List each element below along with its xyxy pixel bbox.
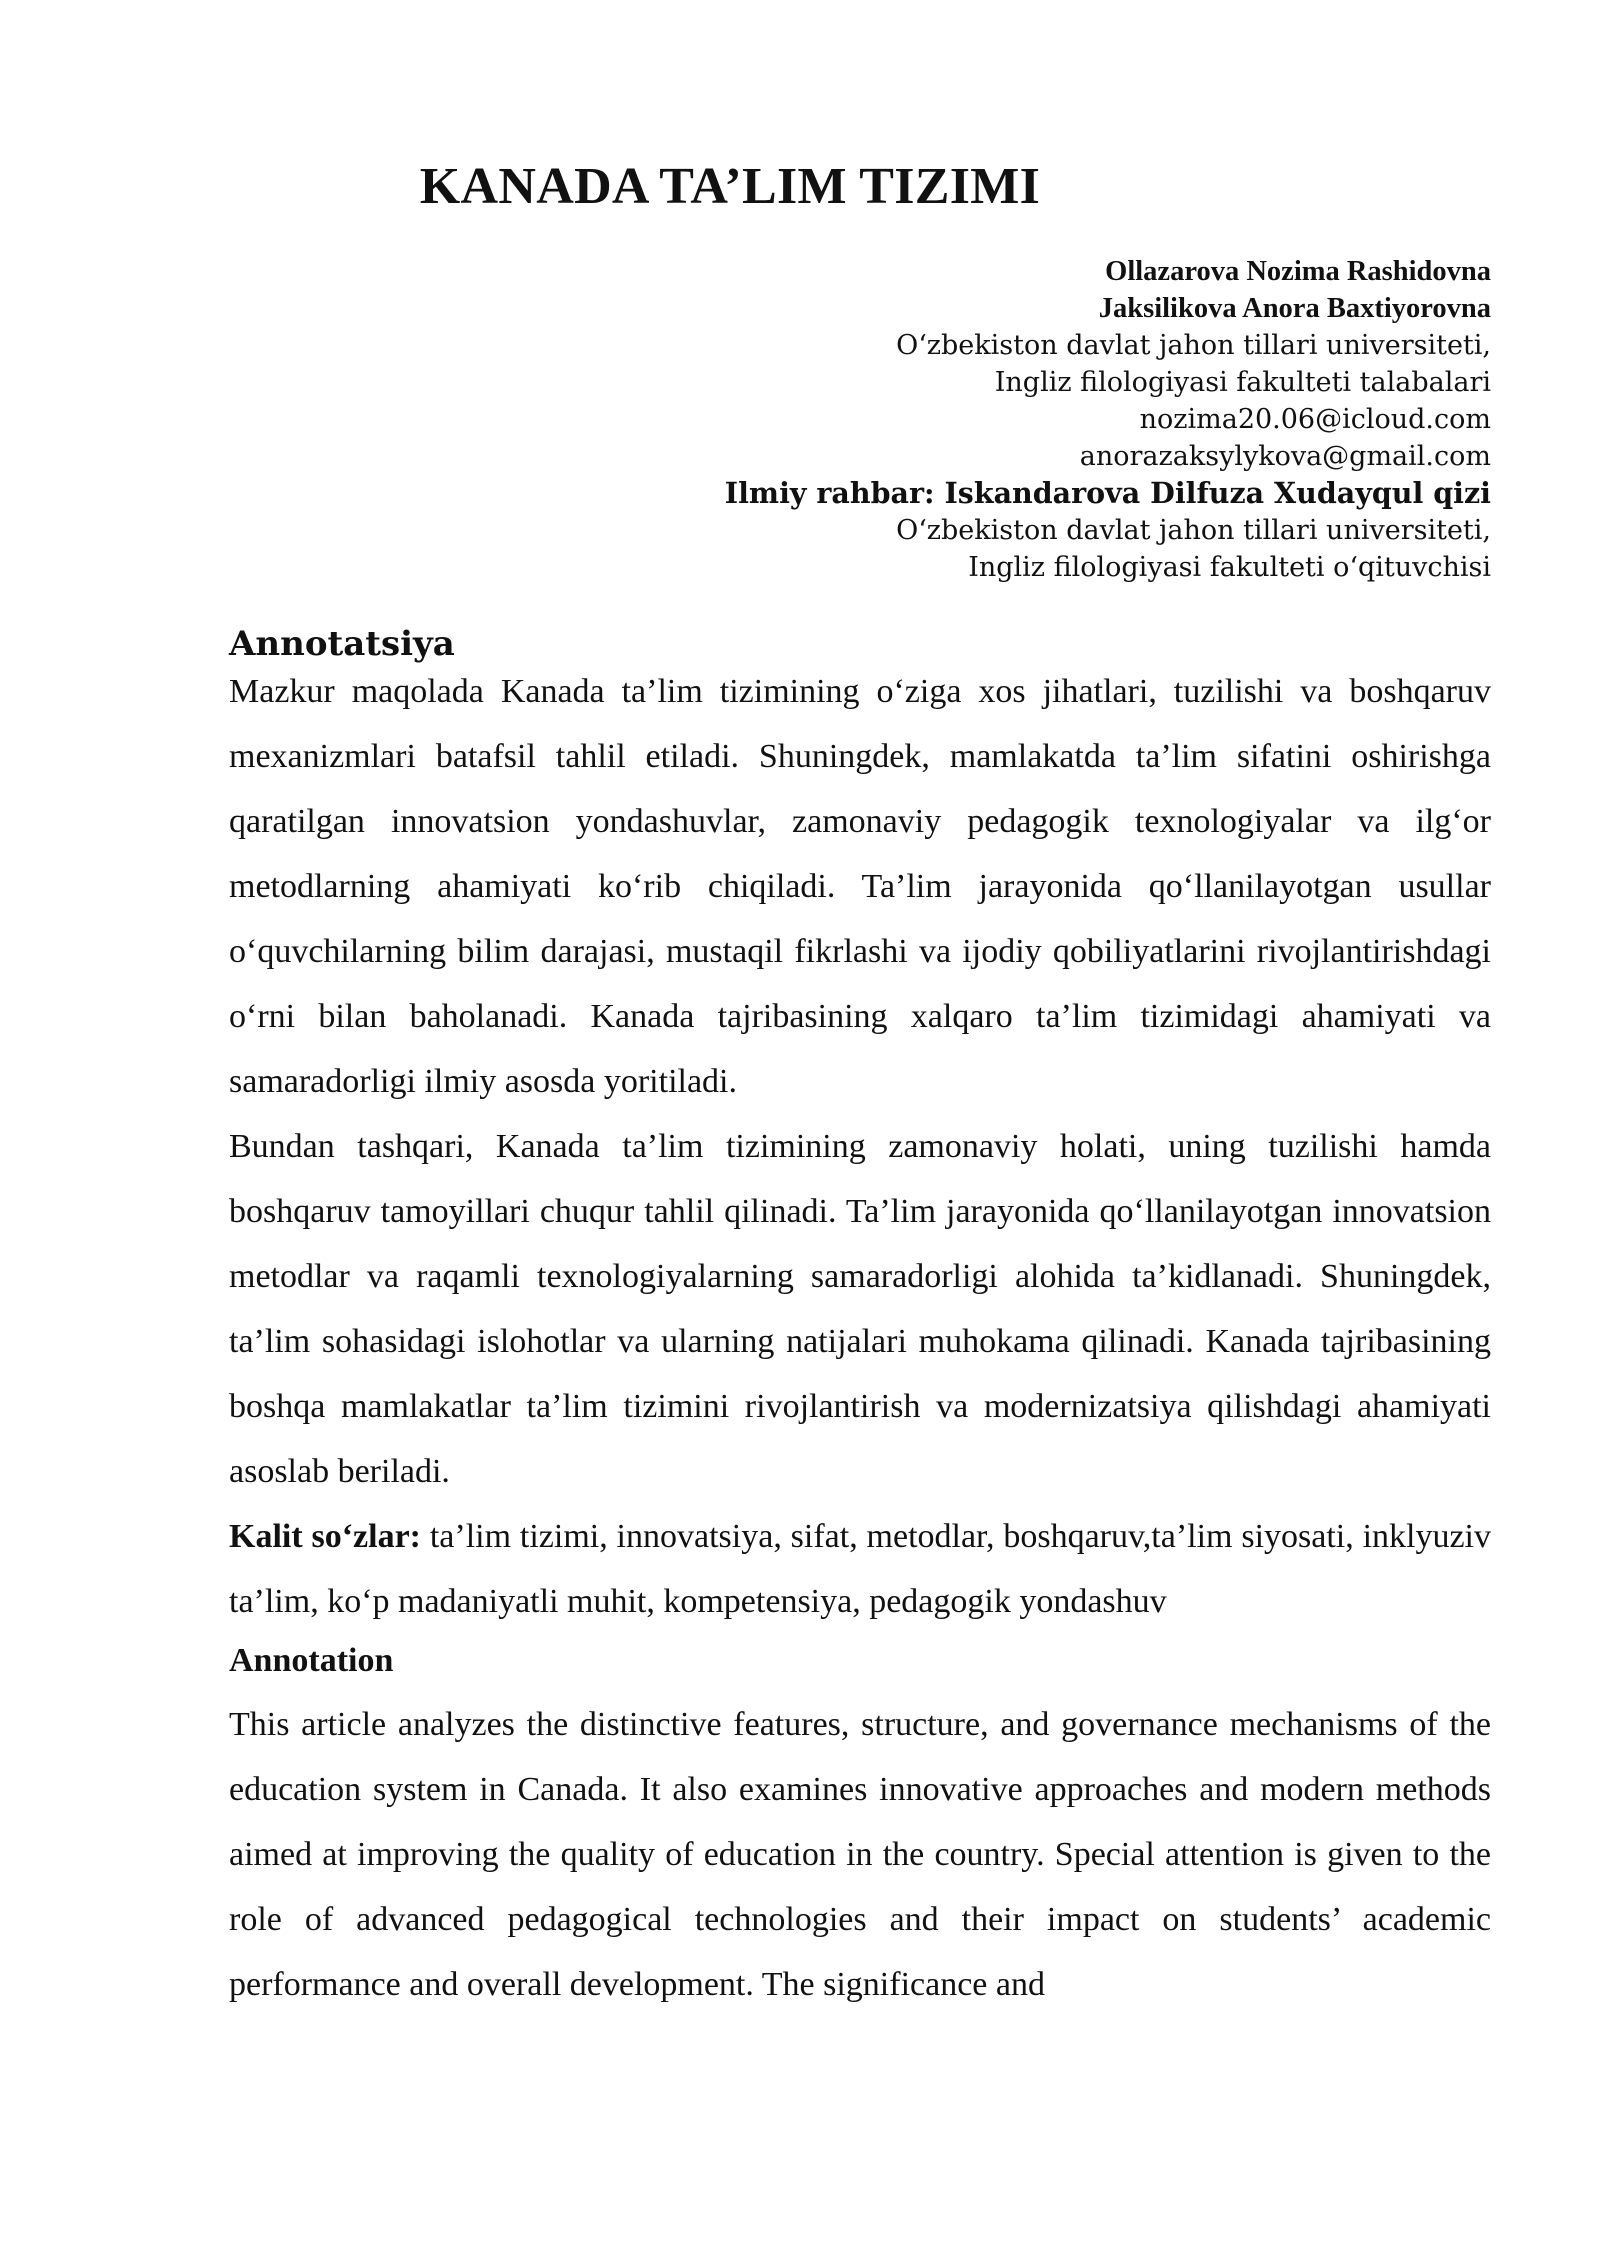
author-block <box>591 253 1491 586</box>
annotatsiya-paragraph-1: Mazkur maqolada Kanada ta’lim tizimining o‘ziga xos jihatlari, tuzilishi va boshqaruv mexanizmlari batafsil tahlil etiladi. Shuningdek, mamlakatda ta’lim sifatini oshirishga qaratilgan innovatsion yondashuvlar, zamonaviy pedagogik texnologiyalar va ilg‘or metodlarning ahamiyati ko‘rib chiqiladi. Ta’lim jarayonida qo‘llanilayotgan usullar o‘quvchilarning bilim darajasi, mustaqil fikrlashi va ijodiy qobiliyatlarini rivojlantirishdagi o‘rni bilan baholanadi. Kanada tajribasining xalqaro ta’lim tizimidagi ahamiyati va samaradorligi ilmiy asosda yoritiladi. <box>229 673 1491 1100</box>
keywords-paragraph <box>229 1504 1491 1634</box>
author-affiliation-university: O‘zbekiston davlat jahon tillari universiteti, <box>896 330 1491 361</box>
keywords-list: ta’lim tizimi, innovatsiya, sifat, metodlar, boshqaruv,ta’lim siyosati, inklyuziv ta’lim, ko‘p madaniyatli muhit, kompetensiya, pedagogik yondashuv <box>229 1518 1491 1620</box>
supervisor-affiliation-university: O‘zbekiston davlat jahon tillari universiteti, <box>896 515 1491 546</box>
annotation-heading: Annotation <box>229 1642 394 1679</box>
annotation-paragraph-1: This article analyzes the distinctive features, structure, and governance mechanisms of the education system in Canada. It also examines innovative approaches and modern methods aimed at improving the quality of education in the country. Special attention is given to the role of advanced pedagogical technologies and their impact on students’ academic performance and overall development. The significance and <box>229 1706 1491 2003</box>
supervisor-affiliation-faculty: Ingliz filologiyasi fakulteti o‘qituvchisi <box>968 552 1491 583</box>
annotatsiya-paragraph-2: Bundan tashqari, Kanada ta’lim tizimining zamonaviy holati, uning tuzilishi hamda boshqaruv tamoyillari chuqur tahlil qilinadi. Ta’lim jarayonida qo‘llanilayotgan innovatsion metodlar va raqamli texnologiyalarning samaradorligi alohida ta’kidlanadi. Shuningdek, ta’lim sohasidagi islohotlar va ularning natijalari muhokama qilinadi. Kanada tajribasining boshqa mamlakatlar ta’lim tizimini rivojlantirish va modernizatsiya qilishdagi ahamiyati asoslab beriladi. <box>229 1128 1491 1490</box>
paper-body <box>229 621 1491 2017</box>
supervisor-name: Ilmiy rahbar: Iskandarova Dilfuza Xudayqul qizi <box>724 476 1491 510</box>
annotatsiya-heading: Annotatsiya <box>229 624 455 664</box>
author-affiliation-faculty: Ingliz filologiyasi fakulteti talabalari <box>994 367 1491 398</box>
paper-title: KANADA TA’LIM TIZIMI <box>419 158 1041 215</box>
author-name-1: Ollazarova Nozima Rashidovna <box>1105 256 1491 287</box>
author-name-2: Jaksilikova Anora Baxtiyorovna <box>1098 293 1491 324</box>
author-email-1: nozima20.06@icloud.com <box>1139 404 1491 435</box>
keywords-label: Kalit so‘zlar: <box>229 1518 422 1555</box>
author-email-2: anorazaksylykova@gmail.com <box>1079 441 1491 472</box>
